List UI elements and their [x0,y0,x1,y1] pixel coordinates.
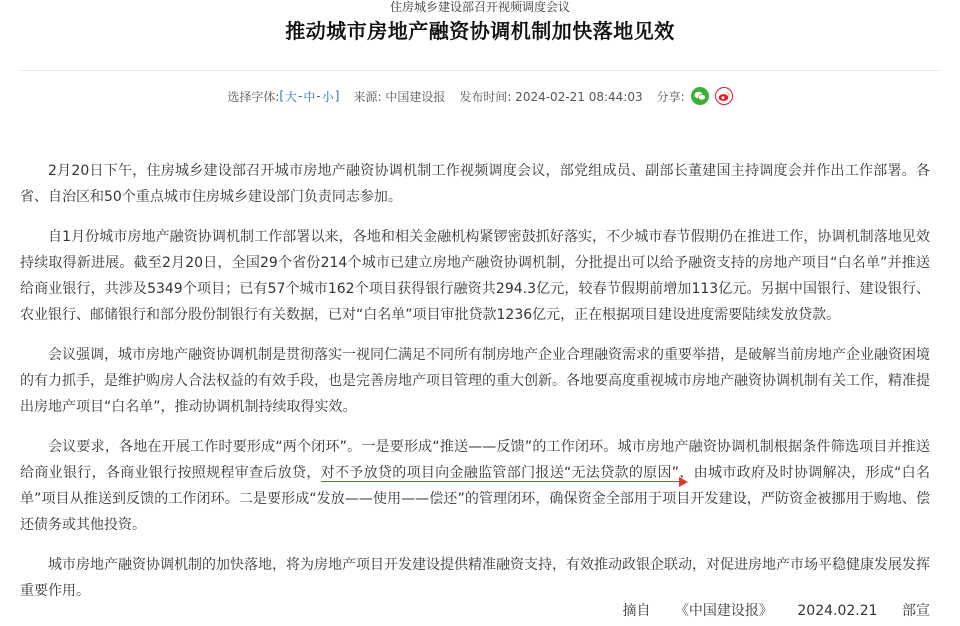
paragraph-4-part-b: ，由城市政府及时协调解决，形成“白名单”项目从推送到反馈的工作闭环。二是要形成“发放——使用——偿还”的管理闭环，确保资金全部用于项目开发建设，严防资金被挪用于购地、偿还债务或其他投资。 [20,465,930,533]
paragraph-4-highlight: 对不予放贷的项目向金融监管部门报送“无法贷款的原因” [320,465,680,481]
font-large-link[interactable]: 大 [285,89,298,104]
article-body [20,158,930,618]
paragraph-2: 自1月份城市房地产融资协调机制工作部署以来，各地和相关金融机构紧锣密鼓抓好落实，不少城市春节假期仍在推进工作，协调机制落地见效持续取得新进展。截至2月20日，全国29个省份214个城市已建立房地产融资协调机制，分批提出可以给予融资支持的房地产项目“白名单”并推送给商业银行，共涉及5349个项目；已有57个城市162个项目获得银行融资共294.3亿元，较春节假期前增加113亿元。另据中国银行、建设银行、农业银行、邮储银行和部分股份制银行有关数据，已对“白名单”项目审批贷款1236亿元，正在根据项目建设进度需要陆续发放贷款。 [20,229,930,323]
paragraph-4 [20,434,930,538]
footer-excerpt: 摘自 [622,603,651,619]
font-sep-1: - [298,89,303,103]
source-label: 来源: 中国建设报 [353,89,446,104]
share-group [657,87,733,105]
article-meta-bar [0,86,960,106]
article-source-footer [610,600,930,620]
arrow-head-icon [679,477,688,487]
font-small-link[interactable]: 小 [321,89,334,104]
paragraph-1: 2月20日下午，住房城乡建设部召开城市房地产融资协调机制工作视频调度会议，部党组成员、副部长董建国主持调度会并作出工作部署。各省、自治区和50个重点城市住房城乡建设部门负责同志参加。 [20,163,930,205]
title-divider [20,70,940,71]
article-title: 推动城市房地产融资协调机制加快落地见效 [285,19,675,43]
font-size-label: 选择字体: [227,89,280,104]
publish-time: 发布时间: 2024-02-21 08:44:03 [459,89,643,104]
paragraph-4-part-a: 会议要求，各地在开展工作时要形成“两个闭环”。一是要形成“推送——反馈”的工作闭环。城市房地产融资协调机制根据条件筛选项目并推送给商业银行，各商业银行按照规程审查后放贷， [20,439,930,481]
article-subtitle: 住房城乡建设部召开视频调度会议 [389,0,570,14]
bracket-open: [ [279,89,285,103]
font-sep-2: - [316,89,321,103]
footer-date: 2024.02.21 [797,603,878,619]
footer-publication: 《中国建设报》 [674,603,773,619]
share-label: 分享: [656,89,685,104]
paragraph-5: 城市房地产融资协调机制的加快落地，将为房地产项目开发建设提供精准融资支持，有效推动政银企联动，对促进房地产市场平稳健康发展发挥重要作用。 [20,557,930,599]
weibo-icon[interactable] [715,87,733,105]
bracket-close: ] [334,89,340,103]
highlight-underline-arrow [321,465,679,482]
font-medium-link[interactable]: 中 [303,89,316,104]
footer-section: 部宣 [902,603,930,619]
wechat-icon[interactable] [691,87,709,105]
paragraph-3: 会议强调，城市房地产融资协调机制是贯彻落实一视同仁满足不同所有制房地产企业合理融资需求的重要举措，是破解当前房地产企业融资困境的有力抓手，是维护购房人合法权益的有效手段，也是完善房地产项目管理的重大创新。各地要高度重视城市房地产融资协调机制有关工作，精准提出房地产项目“白名单”，推动协调机制持续取得实效。 [20,347,930,415]
font-size-selector [227,88,339,105]
